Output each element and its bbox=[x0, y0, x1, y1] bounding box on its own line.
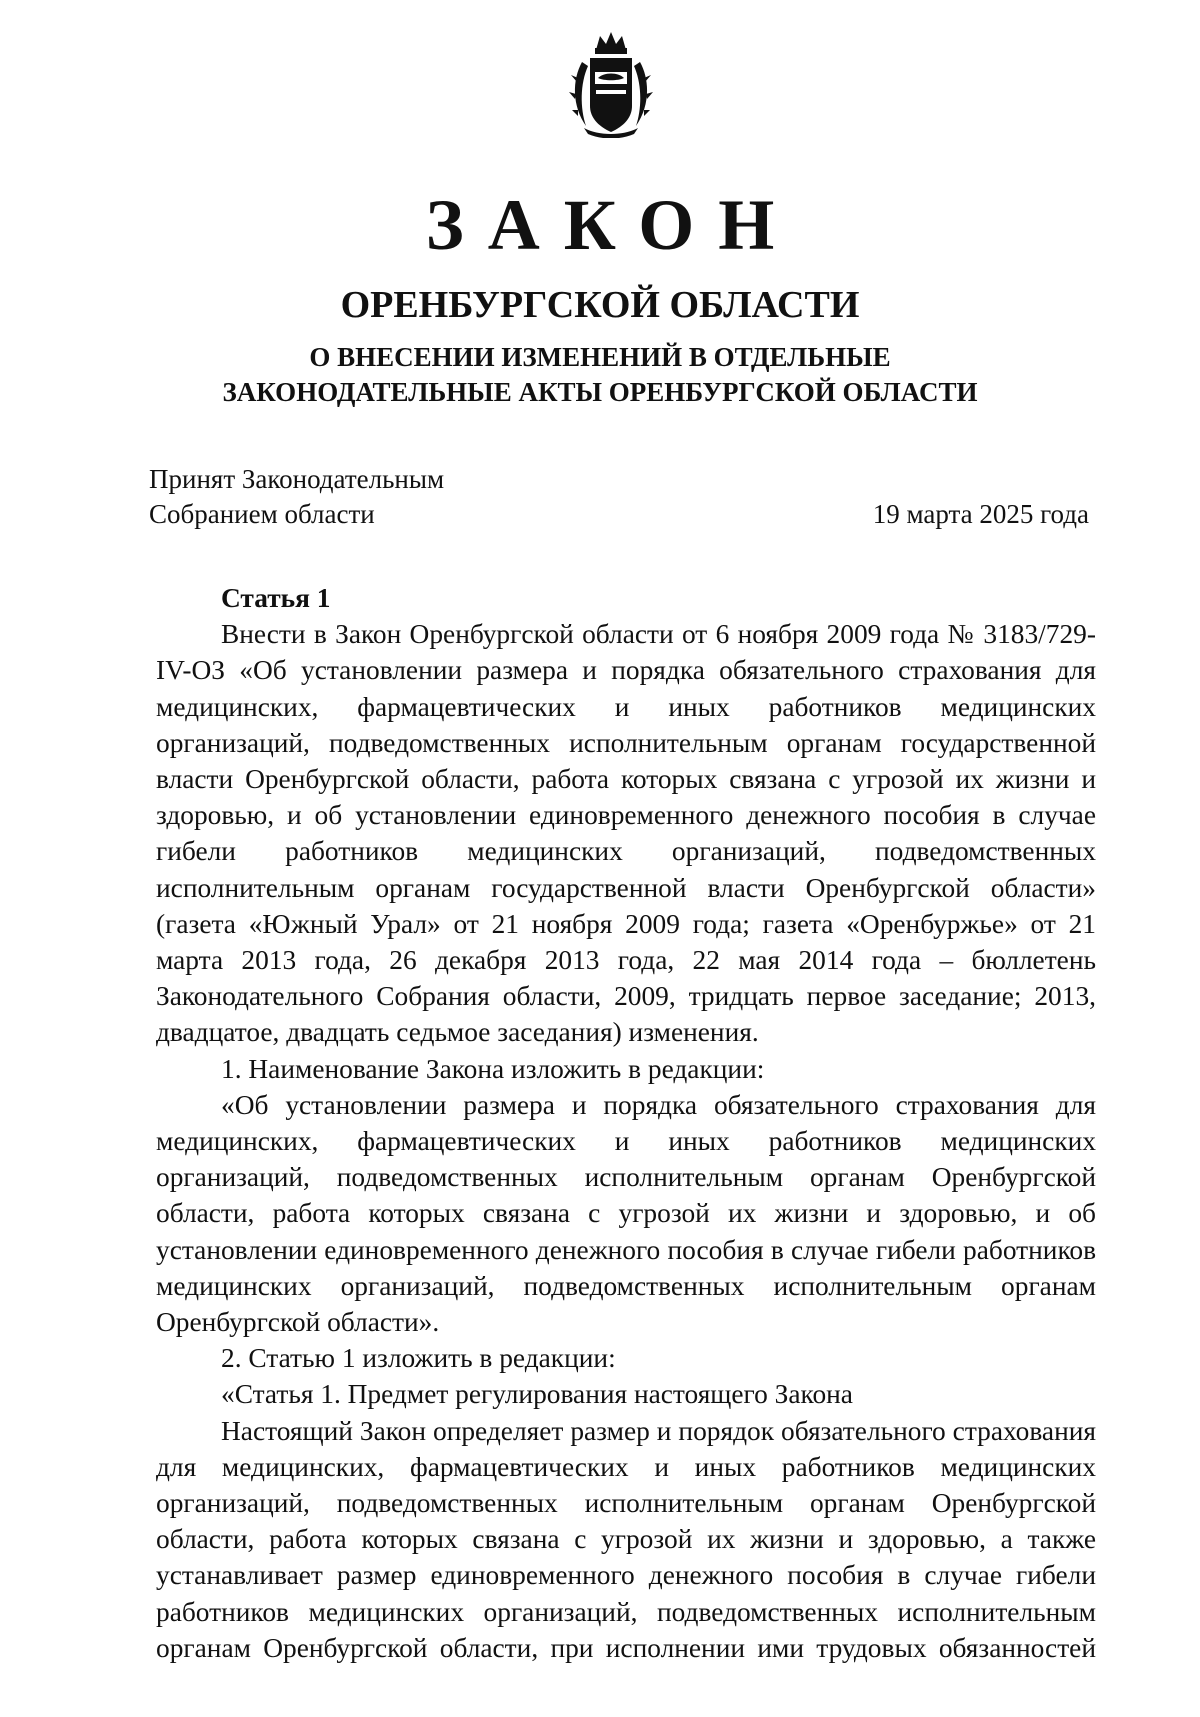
coat-of-arms-emblem bbox=[568, 28, 654, 138]
article-paragraph: 2. Статью 1 изложить в редакции: bbox=[221, 1343, 616, 1374]
document-type-title: ЗАКОН bbox=[425, 185, 799, 265]
article-paragraph: 1. Наименование Закона изложить в редакции: bbox=[221, 1053, 765, 1084]
article-paragraph: Настоящий Закон определяет размер и порядок обязательного страхования для медицинских, фармацевтических и иных работников медицинских организаций, подведомственных исполнительным органам Оренбургской области, работа которых связана с угрозой их жизни и здоровью, а также устанавливает размер единовременного денежного пособия в случае гибели работников медицинских организаций, подведомственных исполнительным органам Оренбургской области, при исполнении ими трудовых обязанностей bbox=[156, 1415, 1096, 1663]
article-paragraph: Внести в Закон Оренбургской области от 6 ноября 2009 года № 3183/729-IV-ОЗ «Об установлении размера и порядка обязательного страхования для медицинских, фармацевтических и иных работников медицинских организаций, подведомственных исполнительным органам государственной власти Оренбургской области, работа которых связана с угрозой их жизни и здоровью, и об установлении единовременного денежного пособия в случае гибели работников медицинских организаций, подведомственных исполнительным органам государственной власти Оренбургской области» (газета «Южный Урал» от 21 ноября 2009 года; газета «Оренбуржье» от 21 марта 2013 года, 26 декабря 2013 года, 22 мая 2014 года – бюллетень Законодательного Собрания области, 2009, тридцать первое заседание; 2013, двадцатое, двадцать седьмое заседания) изменения. bbox=[156, 619, 1096, 1048]
adoption-info bbox=[149, 462, 1089, 532]
law-subject-line-1: О ВНЕСЕНИИ ИЗМЕНЕНИЙ В ОТДЕЛЬНЫЕ bbox=[309, 342, 891, 372]
article-paragraph: «Статья 1. Предмет регулирования настоящего Закона bbox=[221, 1379, 853, 1410]
region-title: ОРЕНБУРГСКОЙ ОБЛАСТИ bbox=[340, 284, 860, 326]
adoption-line-1: Принят Законодательным bbox=[149, 464, 445, 494]
adoption-date: 19 марта 2025 года bbox=[872, 499, 1089, 529]
law-subject-line-2: ЗАКОНОДАТЕЛЬНЫЕ АКТЫ ОРЕНБУРГСКОЙ ОБЛАСТИ bbox=[222, 377, 978, 407]
article-paragraph: «Об установлении размера и порядка обязательного страхования для медицинских, фармацевтических и иных работников медицинских организаций, подведомственных исполнительным органам Оренбургской области, работа которых связана с угрозой их жизни и здоровью, и об установлении единовременного денежного пособия в случае гибели работников медицинских организаций, подведомственных исполнительным органам Оренбургской области». bbox=[156, 1089, 1096, 1338]
article-heading: Статья 1 bbox=[221, 583, 331, 613]
article-body bbox=[156, 580, 1096, 1666]
adoption-line-2: Собранием области bbox=[149, 499, 375, 529]
law-subject-title bbox=[0, 340, 1200, 410]
